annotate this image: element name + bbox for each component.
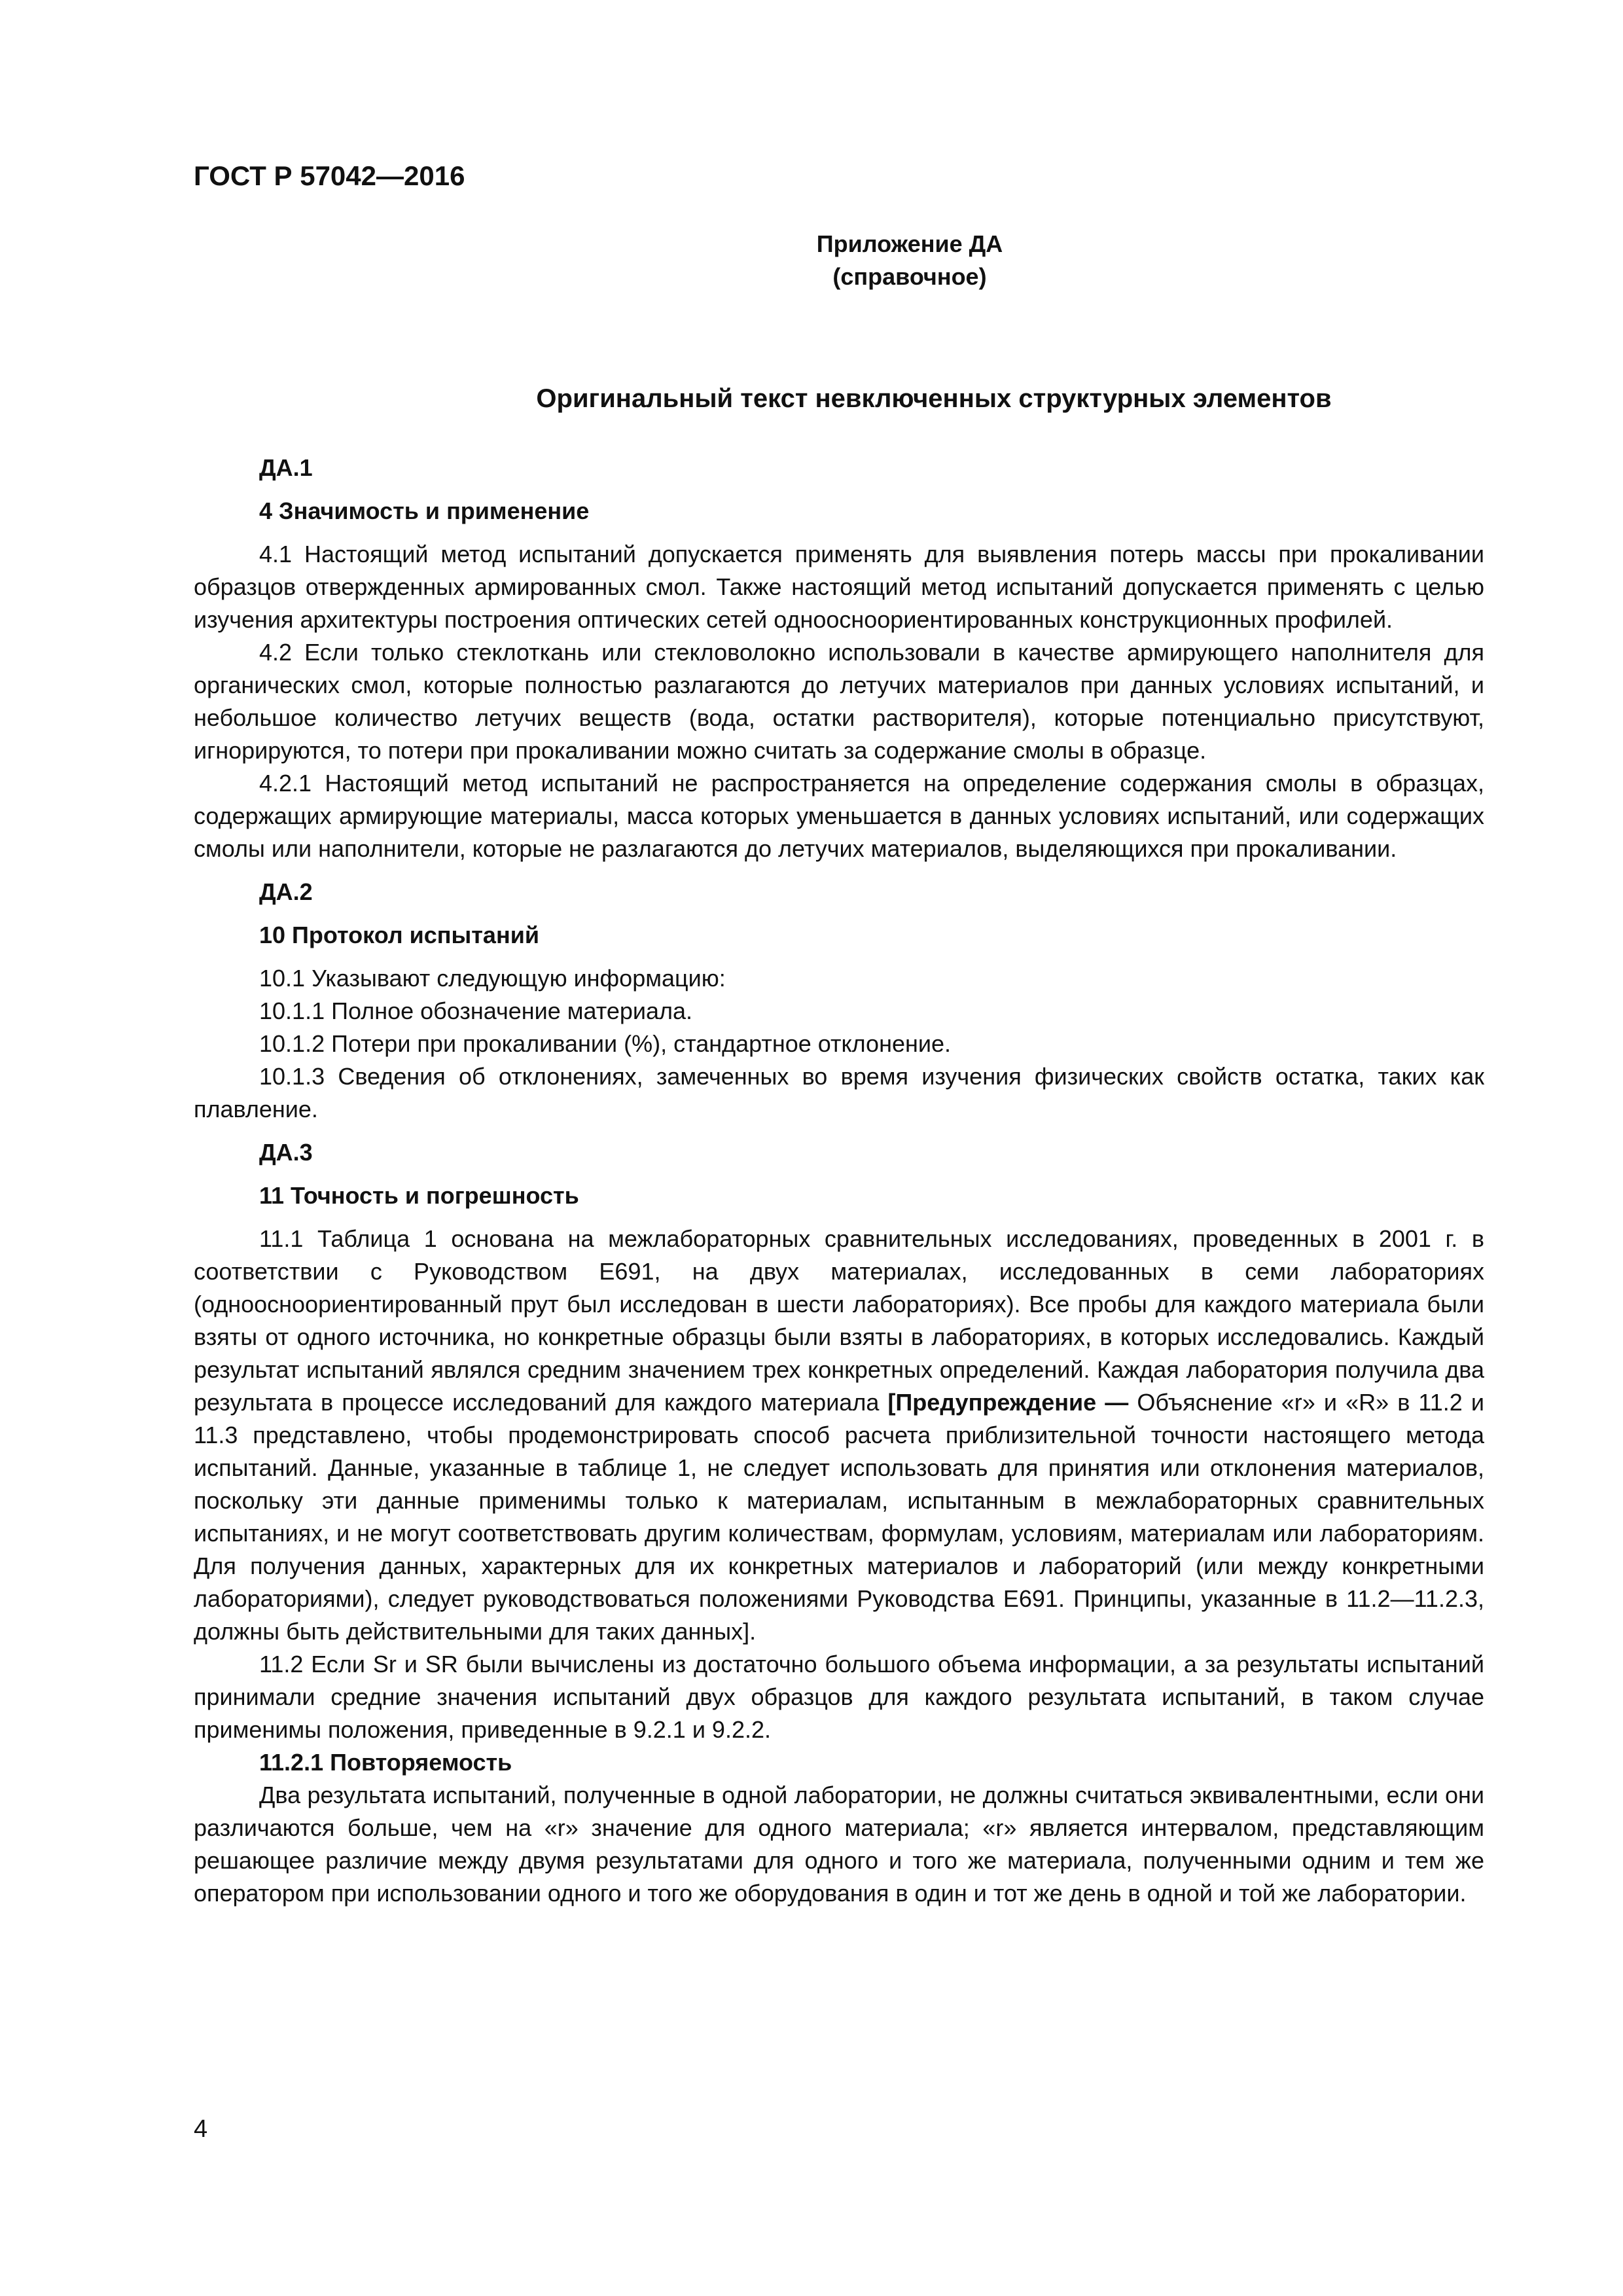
section-label-da1: ДА.1 [259, 454, 313, 481]
standard-code: ГОСТ Р 57042—2016 [194, 160, 465, 191]
paragraph-10-1-2: 10.1.2 Потери при прокаливании (%), стандартное отклонение. [259, 1030, 951, 1057]
paragraph-11-1 [194, 1223, 1484, 1648]
section-label-da2: ДА.2 [259, 878, 313, 905]
warning-label: [Предупреждение — [887, 1389, 1129, 1416]
paragraph-4-2-1: 4.2.1 Настоящий метод испытаний не распространяется на определение содержания смолы в образцах, содержащих армирующие материалы, масса которых уменьшается в данных условиях испытаний, или содержащих смолы или наполнители, которые не разлагаются до летучих материалов, выделяющихся при прокаливании. [194, 770, 1484, 862]
section-heading-precision: 11 Точность и погрешность [259, 1182, 579, 1209]
section-heading-significance: 4 Значимость и применение [259, 497, 590, 524]
document-title: Оригинальный текст невключенных структурных элементов [536, 384, 1332, 413]
paragraph-11-1-part-a: 11.1 Таблица 1 основана на межлабораторных сравнительных исследованиях, проведенных в 2001 г. в соответствии с Руководством E691, на двух материалах, исследованных в семи лабораториях (одноосноориентированный прут был исследован в шести лабораториях). Все пробы для каждого материала были взяты от одного источника, но конкретные образцы были взяты в лабораториях, в которых исследовались. Каждый результат испытаний являлся средним значением трех конкретных определений. Каждая лаборатория получила два результата в процессе исследований для каждого материала [194, 1225, 1484, 1416]
section-heading-report: 10 Протокол испытаний [259, 922, 539, 948]
annex-title: Приложение ДА [816, 230, 1003, 257]
paragraph-11-2-1: Два результата испытаний, полученные в одной лаборатории, не должны считаться эквивалентными, если они различаются больше, чем на «r» значение для одного материала; «r» является интервалом, представляющим решающее различие между двумя результатами для одного и того же материала, полученными одним и тем же оператором при использовании одного и того же оборудования в один и тот же день в одной и той же лаборатории. [194, 1782, 1484, 1907]
section-label-da3: ДА.3 [259, 1139, 313, 1166]
paragraph-11-2: 11.2 Если Sr и SR были вычислены из достаточно большого объема информации, а за результаты испытаний принимали средние значения испытаний двух образцов для каждого результата испытаний, в таком случае применимы положения, приведенные в 9.2.1 и 9.2.2. [194, 1651, 1484, 1743]
annex-type: (справочное) [832, 263, 987, 290]
page-number: 4 [194, 2115, 208, 2143]
subheading-repeatability: 11.2.1 Повторяемость [259, 1749, 512, 1776]
paragraph-11-1-part-b: Объяснение «r» и «R» в 11.2 и 11.3 представлено, чтобы продемонстрировать способ расчета приблизительной точности настоящего метода испытаний. Данные, указанные в таблице 1, не следует использовать для принятия или отклонения материалов, поскольку эти данные применимы только к материалам, испытанным в межлабораторных сравнительных испытаниях, и не могут соответствовать другим количествам, формулам, условиям, материалам или лабораториям. Для получения данных, характерных для их конкретных материалов и лабораторий (или между конкретными лабораториями), следует руководствоваться положениями Руководства E691. Принципы, указанные в 11.2—11.2.3, должны быть действительными для таких данных]. [194, 1389, 1484, 1645]
paragraph-10-1-1: 10.1.1 Полное обозначение материала. [259, 997, 693, 1024]
paragraph-10-1: 10.1 Указывают следующую информацию: [259, 965, 726, 992]
document-body [194, 452, 1484, 1910]
paragraph-10-1-3: 10.1.3 Сведения об отклонениях, замеченных во время изучения физических свойств остатка, таких как плавление. [194, 1063, 1484, 1122]
paragraph-4-1: 4.1 Настоящий метод испытаний допускается применять для выявления потерь массы при прокаливании образцов отвержденных армированных смол. Также настоящий метод испытаний допускается применять с целью изучения архитектуры построения оптических сетей одноосноориентированных конструкционных профилей. [194, 541, 1484, 633]
paragraph-4-2: 4.2 Если только стеклоткань или стекловолокно использовали в качестве армирующего наполнителя для органических смол, которые полностью разлагаются до летучих материалов при данных условиях испытаний, и небольшое количество летучих веществ (вода, остатки растворителя), которые потенциально присутствуют, игнорируются, то потери при прокаливании можно считать за содержание смолы в образце. [194, 639, 1484, 764]
